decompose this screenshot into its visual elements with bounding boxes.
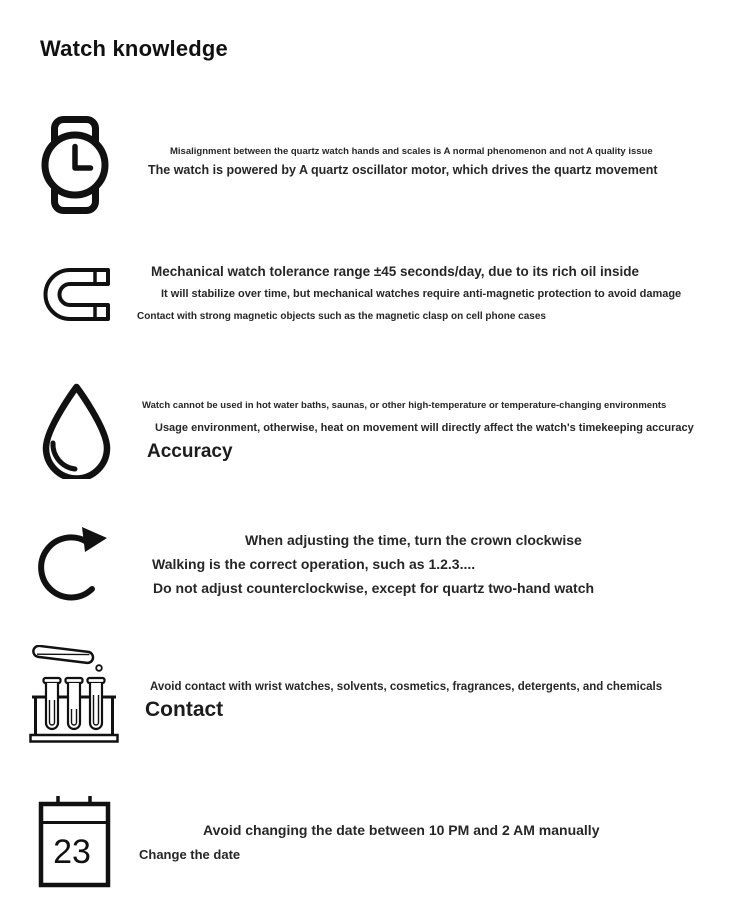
crown-line-3: Do not adjust counterclockwise, except for quartz two-hand watch bbox=[153, 580, 595, 596]
magnet-icon bbox=[36, 266, 112, 328]
accuracy-note-line-1: Watch cannot be used in hot water baths, saunas, or other high-temperature or temperature-changing environments bbox=[142, 400, 667, 411]
watch-icon bbox=[35, 116, 115, 219]
date-main-line: Avoid changing the date between 10 PM and 2 AM manually bbox=[203, 822, 600, 838]
crown-line-2: Walking is the correct operation, such as 1.2.3.... bbox=[152, 556, 476, 572]
contact-heading: Contact bbox=[145, 698, 224, 721]
crown-line-1: When adjusting the time, turn the crown clockwise bbox=[245, 532, 582, 548]
accuracy-heading: Accuracy bbox=[147, 441, 233, 462]
quartz-main-line: The watch is powered by A quartz oscillator motor, which drives the quartz movement bbox=[148, 163, 658, 177]
calendar-icon bbox=[37, 794, 112, 893]
magnetism-main-line: Mechanical watch tolerance range ±45 seconds/day, due to its rich oil inside bbox=[151, 264, 640, 279]
calendar-day: 23 bbox=[53, 833, 91, 871]
water-drop-icon bbox=[34, 382, 119, 484]
clockwise-arrow-icon bbox=[35, 521, 111, 612]
quartz-note-line: Misalignment between the quartz watch hands and scales is A normal phenomenon and not A quality issue bbox=[170, 146, 653, 157]
magnetism-note-line-2: Contact with strong magnetic objects such as the magnetic clasp on cell phone cases bbox=[137, 311, 546, 322]
test-tubes-icon bbox=[29, 645, 119, 750]
date-sub-line: Change the date bbox=[139, 847, 241, 862]
page-title: Watch knowledge bbox=[40, 36, 228, 61]
accuracy-note-line-2: Usage environment, otherwise, heat on movement will directly affect the watch's timekeeping accuracy bbox=[155, 422, 694, 434]
magnetism-note-line-1: It will stabilize over time, but mechanical watches require anti-magnetic protection to avoid damage bbox=[161, 288, 682, 300]
contact-note-line: Avoid contact with wrist watches, solvents, cosmetics, fragrances, detergents, and chemicals bbox=[150, 681, 663, 693]
